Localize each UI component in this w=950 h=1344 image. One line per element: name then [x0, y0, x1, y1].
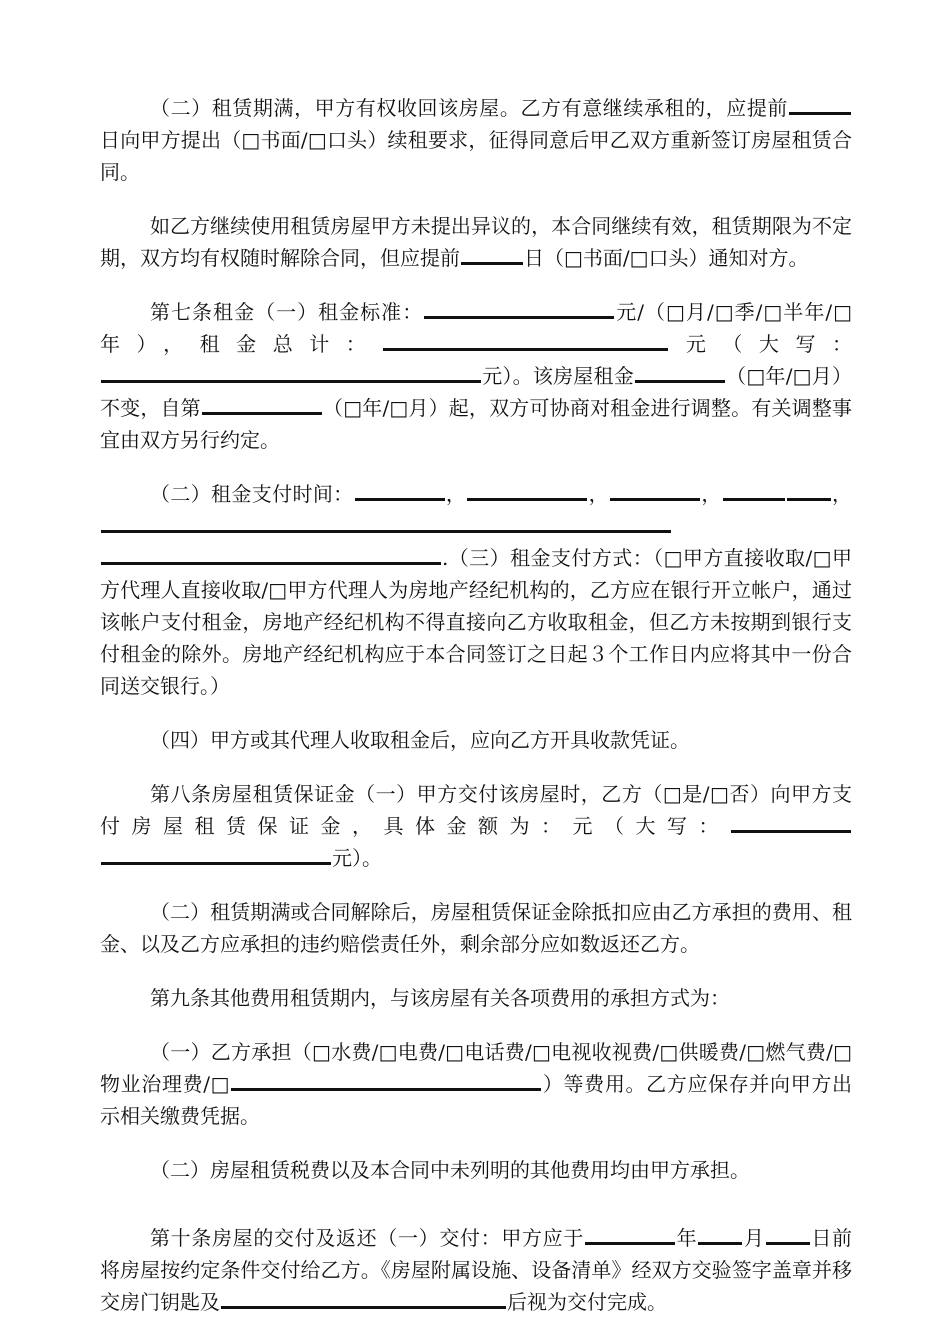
blank-line [585, 1224, 675, 1245]
paragraph-payment [100, 478, 852, 702]
text: ）等费用。乙方应保存并向甲方出示相关缴费凭据。 [100, 1072, 853, 1128]
text: （□年/□月）起，双方可协商对租金进行调整。有关调整事宜由双方另行约定。 [100, 396, 853, 452]
blank-line [461, 244, 523, 265]
text: ， [445, 482, 467, 506]
text: （二）租赁期满或合同解除后，房屋租赁保证金除抵扣应由乙方承担的费用、租金、以及乙方应承担的违约赔偿责任外，剩余部分应如数返还乙方。 [100, 900, 852, 956]
paragraph-receipt [100, 724, 852, 756]
blank-line [101, 544, 441, 565]
paragraph-article-7-rent [100, 296, 852, 456]
blank-line [731, 812, 851, 833]
text: 第七条租金（一）租金标准： [150, 300, 424, 324]
blank-line [698, 1224, 742, 1245]
blank-line [221, 1288, 506, 1309]
paragraph-article-10-delivery [100, 1222, 852, 1318]
blank-line [202, 394, 322, 415]
text: 后视为交付完成。 [507, 1290, 667, 1314]
text: （□年/□月）不变，自第 [100, 364, 853, 420]
text: 年 [676, 1226, 698, 1250]
text: （二）租金支付时间： [150, 482, 354, 506]
blank-line [610, 480, 700, 501]
blank-line [467, 480, 587, 501]
text: 日前将房屋按约定条件交付给乙方。《房屋附属设施、设备清单》经双方交验签字盖章并移交房门钥匙及 [100, 1226, 853, 1314]
text: 元）。该房屋租金 [482, 364, 634, 388]
blank-line [101, 512, 671, 533]
paragraph-landlord-taxes [100, 1154, 852, 1186]
blank-line [635, 362, 725, 383]
text: （一）乙方承担（□水费/□电费/□电话费/□电视收视费/□供暖费/□燃气费/□物业治理费/□ [100, 1040, 852, 1096]
text: 第十条房屋的交付及返还（一）交付：甲方应于 [150, 1226, 584, 1250]
text: 日向甲方提出（□书面/□口头）续租要求，征得同意后甲乙双方重新签订房屋租赁合同。 [100, 128, 852, 184]
contract-page [100, 92, 852, 1340]
text: ， [831, 482, 853, 506]
text: ， [588, 482, 609, 506]
blank-line [383, 330, 668, 351]
blank-line [723, 480, 785, 501]
text: 元（大写： [669, 332, 853, 356]
blank-line [424, 298, 614, 319]
paragraph-article-8-deposit [100, 778, 852, 874]
blank-line [789, 94, 851, 115]
paragraph-tenant-fees [100, 1036, 852, 1132]
text: （四）甲方或其代理人收取租金后，应向乙方开具收款凭证。 [150, 728, 690, 752]
blank-line [355, 480, 445, 501]
text: 如乙方继续使用租赁房屋甲方未提出异议的，本合同继续有效，租赁期限为不定期，双方均有权随时解除合同，但应提前 [100, 214, 852, 270]
text: .（三）租金支付方式：（□甲方直接收取/□甲方代理人直接收取/□甲方代理人为房地产经纪机构的，乙方应在银行开立帐户，通过该帐户支付租金，房地产经纪机构不得直接向乙方收取租金，但乙方未按期到银行支付租金的除外。房地产经纪机构应于本合同签订之日起３个工作日内应将其中一份合同送交银行。） [100, 546, 852, 698]
paragraph-indefinite-term [100, 210, 852, 274]
blank-line [766, 1224, 810, 1245]
text: 第九条其他费用租赁期内，与该房屋有关各项费用的承担方式为： [150, 986, 730, 1010]
text: 第八条房屋租赁保证金（一）甲方交付该房屋时，乙方（□是/□否）向甲方支付房屋租赁保证金，具体金额为：元（大写： [100, 782, 852, 838]
text: 元/（□月/□季/□半年/□年），租金总计： [100, 300, 852, 356]
blank-line [101, 362, 481, 383]
blank-line [231, 1070, 541, 1091]
text: 月 [743, 1226, 765, 1250]
text: （二）租赁期满，甲方有权收回该房屋。乙方有意继续承租的，应提前 [150, 96, 788, 120]
text: ， [700, 482, 722, 506]
blank-line [787, 480, 831, 501]
text: 日（□书面/□口头）通知对方。 [524, 246, 809, 270]
paragraph-renewal [100, 92, 852, 188]
paragraph-article-9-fees [100, 982, 852, 1014]
paragraph-deposit-return [100, 896, 852, 960]
text: （二）房屋租赁税费以及本合同中未列明的其他费用均由甲方承担。 [150, 1158, 750, 1182]
text: 元）。 [332, 846, 382, 870]
blank-line [101, 844, 331, 865]
